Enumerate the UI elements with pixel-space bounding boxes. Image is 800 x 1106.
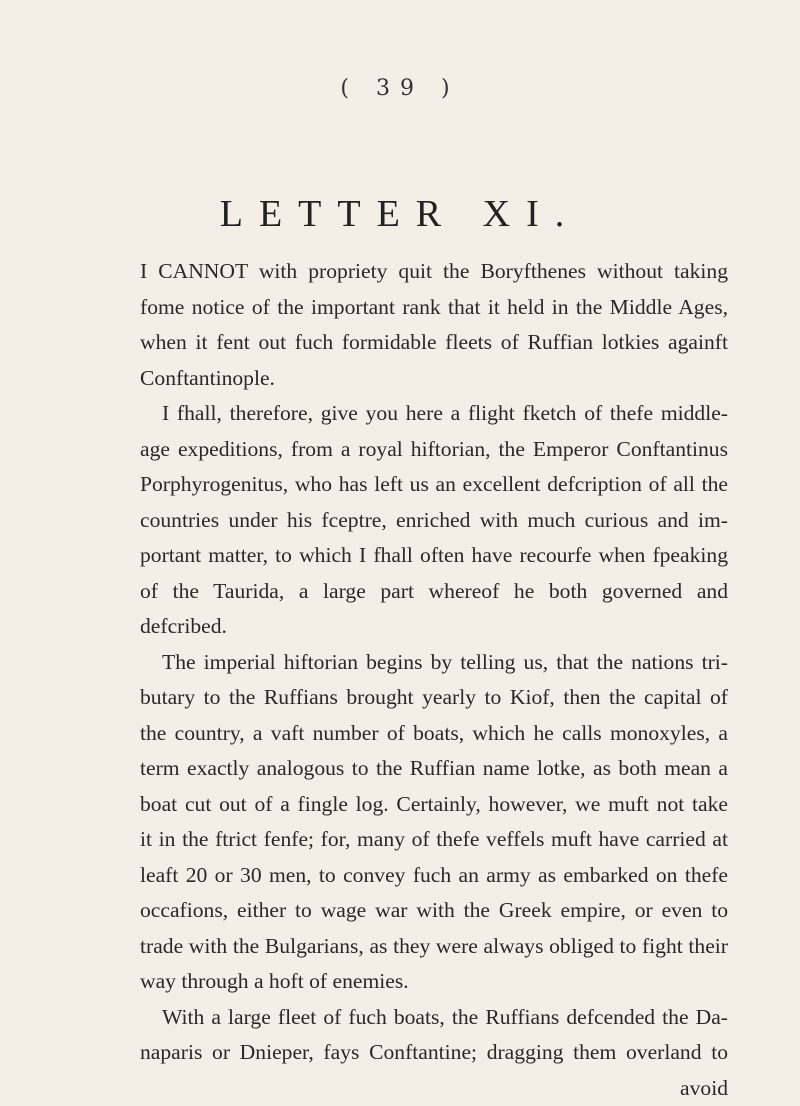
- text-line: Porphyrogenitus, who has left us an excellent defcription of all the: [140, 467, 728, 503]
- text-line: countries under his fceptre, enriched with much curious and im-: [140, 503, 728, 539]
- text-line: occafions, either to wage war with the Greek empire, or even to: [140, 893, 728, 929]
- letter-heading: LETTER XI.: [0, 192, 800, 236]
- text-line: of the Taurida, a large part whereof he both governed and: [140, 574, 728, 610]
- text-line: The imperial hiftorian begins by telling us, that the nations tri-: [140, 645, 728, 681]
- text-line: I fhall, therefore, give you here a flight fketch of thefe middle-: [140, 396, 728, 432]
- text-line: term exactly analogous to the Ruffian name lotke, as both mean a: [140, 751, 728, 787]
- text-line: I CANNOT with propriety quit the Boryfthenes without taking: [140, 254, 728, 290]
- page-number: ( 39 ): [0, 76, 800, 101]
- text-line: trade with the Bulgarians, as they were always obliged to fight their: [140, 929, 728, 965]
- catchword: avoid: [140, 1071, 728, 1106]
- text-line: age expeditions, from a royal hiftorian, the Emperor Conftantinus: [140, 432, 728, 468]
- text-line: naparis or Dnieper, fays Conftantine; dragging them overland to: [140, 1035, 728, 1071]
- text-line: it in the ftrict fenfe; for, many of thefe veffels muft have carried at: [140, 822, 728, 858]
- text-line: portant matter, to which I fhall often have recourfe when fpeaking: [140, 538, 728, 574]
- text-line: defcribed.: [140, 609, 728, 645]
- text-line: Conftantinople.: [140, 361, 728, 397]
- body-text: [140, 254, 728, 1106]
- text-line: the country, a vaft number of boats, which he calls monoxyles, a: [140, 716, 728, 752]
- text-line: leaft 20 or 30 men, to convey fuch an army as embarked on thefe: [140, 858, 728, 894]
- text-line: way through a hoft of enemies.: [140, 964, 728, 1000]
- text-line: boat cut out of a fingle log. Certainly, however, we muft not take: [140, 787, 728, 823]
- text-line: when it fent out fuch formidable fleets of Ruffian lotkies againft: [140, 325, 728, 361]
- text-line: fome notice of the important rank that it held in the Middle Ages,: [140, 290, 728, 326]
- text-line: With a large fleet of fuch boats, the Ruffians defcended the Da-: [140, 1000, 728, 1036]
- text-line: butary to the Ruffians brought yearly to Kiof, then the capital of: [140, 680, 728, 716]
